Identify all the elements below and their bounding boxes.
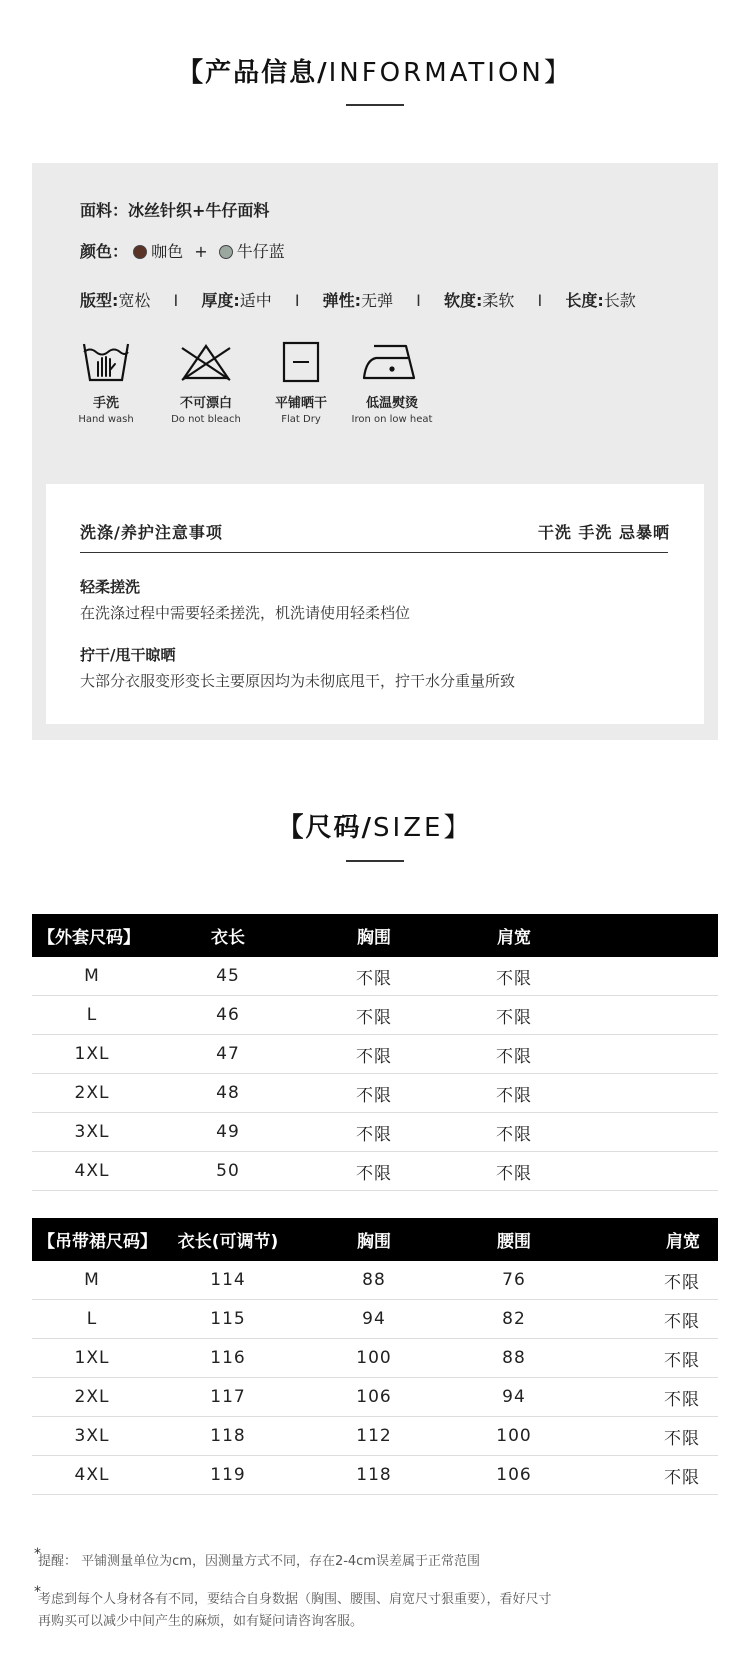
no-bleach-icon bbox=[178, 340, 234, 384]
table-row: L 115 94 82 不限 bbox=[32, 1300, 718, 1339]
denim-blue-color-swatch bbox=[219, 245, 233, 259]
fabric-line: 面料：冰丝针织+牛仔面料 bbox=[80, 201, 270, 220]
table-row: 3XL 49 不限 不限 bbox=[32, 1113, 718, 1152]
dress-col-length: 衣长(可调节) bbox=[152, 1218, 304, 1261]
jacket-col-bust: 胸围 bbox=[304, 914, 444, 957]
table-row: 1XL 47 不限 不限 bbox=[32, 1035, 718, 1074]
care-no-bleach: 不可漂白 Do not bleach bbox=[156, 340, 256, 425]
dress-col-waist: 腰围 bbox=[444, 1218, 584, 1261]
notes-text-dry: 大部分衣服变形变长主要原因均为未彻底甩干，拧干水分重量所致 bbox=[80, 672, 516, 690]
size-title-underline bbox=[346, 860, 404, 862]
jacket-table-header bbox=[32, 914, 718, 957]
table-row: M 45 不限 不限 bbox=[32, 957, 718, 996]
flat-dry-icon bbox=[279, 340, 323, 384]
hand-wash-icon bbox=[81, 340, 131, 384]
footnote-advice: * 考虑到每个人身材各有不同，要结合自身数据（胸围、腰围、肩宽尺寸狠重要），看好尺寸 再购买可以减少中间产生的麻烦，如有疑问请咨询客服。 bbox=[34, 1584, 552, 1629]
spec-length: 长度:长款 bbox=[565, 291, 636, 310]
notes-sub-dry: 拧干/甩干晾晒 bbox=[80, 646, 176, 664]
notes-heading: 洗涤/养护注意事项 bbox=[80, 523, 223, 542]
info-title: 【产品信息/INFORMATION】 bbox=[177, 58, 573, 88]
care-iron-low: 低温熨烫 Iron on low heat bbox=[342, 340, 442, 425]
spec-thickness: 厚度:适中 bbox=[201, 291, 272, 310]
spec-softness: 软度:柔软 bbox=[443, 291, 515, 310]
spec-row: 版型:宽松 I 厚度:适中 I 弹性:无弹 I 软度:柔软 I 长度:长款 bbox=[80, 291, 636, 310]
jacket-col-shoulder: 肩宽 bbox=[444, 914, 584, 957]
care-hand-wash: 手洗 Hand wash bbox=[56, 340, 156, 425]
notes-divider bbox=[80, 552, 668, 553]
dress-col-bust: 胸围 bbox=[304, 1218, 444, 1261]
jacket-size-table bbox=[32, 914, 718, 1191]
spec-fit: 版型:宽松 bbox=[80, 291, 151, 310]
color-line: 颜色： 咖色 + 牛仔蓝 bbox=[80, 242, 285, 261]
table-row: 4XL 50 不限 不限 bbox=[32, 1152, 718, 1191]
table-row: 4XL 119 118 106 不限 bbox=[32, 1456, 718, 1495]
footnote-measure: * 提醒： 平铺测量单位为cm，因测量方式不同，存在2-4cm误差属于正常范围 bbox=[34, 1546, 480, 1569]
table-row: 2XL 48 不限 不限 bbox=[32, 1074, 718, 1113]
table-row: M 114 88 76 不限 bbox=[32, 1261, 718, 1300]
jacket-col-size: 【外套尺码】 bbox=[32, 914, 152, 957]
table-row: L 46 不限 不限 bbox=[32, 996, 718, 1035]
dress-col-shoulder: 肩宽 bbox=[584, 1218, 718, 1261]
notes-text-gentle: 在洗涤过程中需要轻柔搓洗，机洗请使用轻柔档位 bbox=[80, 604, 411, 622]
iron-low-icon bbox=[360, 340, 424, 384]
notes-wash-methods: 干洗 手洗 忌暴晒 bbox=[537, 523, 670, 542]
spec-elasticity: 弹性:无弹 bbox=[322, 291, 394, 310]
dress-table-header bbox=[32, 1218, 718, 1261]
dress-size-table bbox=[32, 1218, 718, 1495]
table-row: 2XL 117 106 94 不限 bbox=[32, 1378, 718, 1417]
care-flat-dry: 平铺晒干 Flat Dry bbox=[251, 340, 351, 425]
jacket-col-length: 衣长 bbox=[152, 914, 304, 957]
table-row: 1XL 116 100 88 不限 bbox=[32, 1339, 718, 1378]
care-notes-box bbox=[46, 484, 704, 724]
coffee-color-swatch bbox=[133, 245, 147, 259]
notes-sub-gentle: 轻柔搓洗 bbox=[80, 578, 141, 596]
table-row: 3XL 118 112 100 不限 bbox=[32, 1417, 718, 1456]
size-title: 【尺码/SIZE】 bbox=[277, 813, 473, 843]
title-underline bbox=[346, 104, 404, 106]
dress-col-size: 【吊带裙尺码】 bbox=[32, 1218, 152, 1261]
